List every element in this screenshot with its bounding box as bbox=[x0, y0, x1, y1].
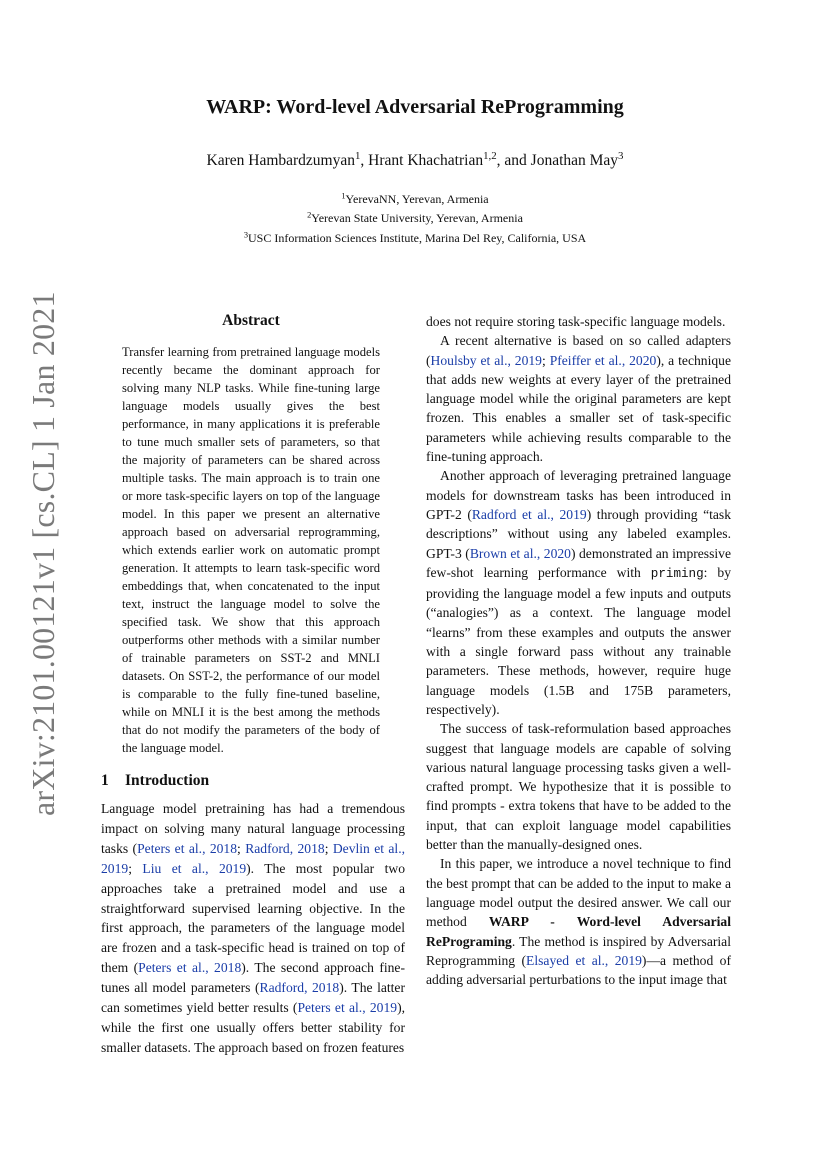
left-column-body bbox=[101, 799, 405, 1058]
text-run: Language model pretraining has had a tremendous impact on solving many natural language processing tasks ( bbox=[101, 801, 405, 856]
author-separator: , bbox=[360, 152, 369, 169]
text-run: In this paper, we introduce a novel technique to find the best prompt that can be added to the input to make a language model output the desired answer. We call our method bbox=[426, 856, 731, 930]
text-run: ), a technique that adds new weights at every layer of the pretrained language model while the original parameters are kept frozen. This enables a smaller set of task-specific parameters while achieving results comparable to the fine-tuning approach. bbox=[426, 352, 731, 465]
author-name: Jonathan May bbox=[530, 152, 619, 169]
section-title: Introduction bbox=[125, 772, 210, 789]
section-number: 1 bbox=[101, 772, 109, 789]
paragraph bbox=[426, 331, 731, 466]
author-list bbox=[100, 150, 730, 172]
text-run: . The method is inspired by Adversarial Reprogramming ( bbox=[426, 933, 731, 968]
affiliation bbox=[100, 210, 730, 226]
text-run: ) demonstrated an impressive few-shot learning performance with bbox=[426, 545, 731, 580]
text-run: : by providing the language model a few inputs and outputs (“analogies”) as a context. The language model “learns” from these examples and outputs the answer with a single forward pass without any trainable parameters. These methods, however, require huge language models (1.5B and 175B parameters, respectively). bbox=[426, 564, 731, 717]
text-run: ; bbox=[237, 840, 246, 856]
paragraph: does not require storing task-specific language models. bbox=[426, 314, 726, 329]
citation-link[interactable]: Radford et al., 2019 bbox=[471, 506, 587, 522]
author-affiliation-mark: 3 bbox=[618, 150, 624, 163]
section-heading-introduction bbox=[101, 771, 404, 791]
text-run: ; bbox=[128, 860, 143, 876]
citation-link[interactable]: Radford, 2018 bbox=[259, 980, 340, 996]
abstract-text: Transfer learning from pretrained language models recently became the dominant approach for solving many NLP tasks. While fine-tuning large language models usually gives the best performance, in many applications it is preferable to tune much smaller sets of parameters, so that the majority of parameters can be shared across multiple tasks. The main approach is to train one or more task-specific layers on top of the language model. In this paper we present an alternative approach based on adversarial reprogramming, which extends earlier work on automatic prompt generation. It attempts to learn task-specific word embeddings that, when concatenated to the input text, instruct the language model to solve the specified task. We show that this approach outperforms other methods with a similar number of trainable parameters on SST-2 and MNLI datasets. On SST-2, the performance of our model is comparable to the fully fine-tuned baseline, while on MNLI it is the best among the methods that do not modify the parameters of the body of the language model. bbox=[122, 345, 380, 755]
author-name: Karen Hambardzumyan bbox=[206, 152, 355, 169]
text-run: Another approach of leveraging pretrained language models for downstream tasks has been introduced in GPT-2 ( bbox=[426, 468, 731, 522]
text-run: A recent alternative is based on so called adapters ( bbox=[426, 333, 731, 368]
affiliation-mark: 2 bbox=[307, 210, 312, 220]
citation-link[interactable]: Radford, 2018 bbox=[245, 840, 325, 856]
text-run: )—a method of adding adversarial perturbations to the input image that bbox=[426, 952, 731, 988]
text-run: ). The latter can sometimes yield better results ( bbox=[101, 980, 405, 1016]
method-name: WARP - Word-level Adversarial RePrograming bbox=[426, 914, 731, 949]
paper-title: WARP: Word-level Adversarial ReProgramming bbox=[206, 96, 624, 118]
citation-link[interactable]: Liu et al., 2019 bbox=[142, 860, 247, 876]
text-run: ). The most popular two approaches take a pretrained model and use a straightforward supervised learning objective. In the first approach, the parameters of the language model are frozen and a task-specific head is trained on top of them ( bbox=[101, 860, 405, 976]
abstract-heading: Abstract bbox=[222, 312, 280, 329]
author-affiliation-mark: 1,2 bbox=[483, 150, 497, 163]
paragraph bbox=[426, 466, 731, 719]
affiliation-mark: 1 bbox=[341, 191, 346, 201]
paragraph bbox=[426, 854, 731, 989]
citation-link[interactable]: Brown et al., 2020 bbox=[469, 545, 571, 561]
text-run: ; bbox=[541, 352, 550, 368]
affiliation-text: YerevaNN, Yerevan, Armenia bbox=[345, 192, 489, 206]
author-separator: , and bbox=[496, 152, 531, 169]
citation-link[interactable]: Pfeiffer et al., 2020 bbox=[549, 352, 657, 368]
inline-code: priming bbox=[650, 566, 704, 581]
text-run: ) through providing “task descriptions” without using any labeled examples. GPT-3 ( bbox=[426, 506, 731, 561]
affiliation-mark: 3 bbox=[243, 230, 249, 240]
text-run: ; bbox=[324, 840, 333, 856]
citation-link[interactable]: Peters et al., 2019 bbox=[297, 1000, 398, 1016]
citation-link[interactable]: Elsayed et al., 2019 bbox=[526, 952, 642, 968]
author-name: Hrant Khachatrian bbox=[368, 152, 484, 169]
right-column-body bbox=[426, 312, 731, 989]
paragraph: The success of task-reformulation based approaches suggest that language models are capable of solving various natural language processing tasks given a well-crafted prompt. We hypothesize that it is possible to find prompts - extra tokens that have to be added to the input, that can exploit language model capabilities better than the manually-designed ones. bbox=[426, 721, 731, 853]
text-run: ). The second approach fine-tunes all model parameters ( bbox=[101, 960, 405, 996]
affiliation bbox=[100, 191, 730, 207]
text-run: ), while the first one usually offers better stability for smaller datasets. The approach based on frozen features bbox=[101, 1000, 405, 1055]
author-affiliation-mark: 1 bbox=[355, 150, 361, 163]
affiliation bbox=[100, 230, 730, 246]
citation-link[interactable]: Peters et al., 2018 bbox=[137, 840, 238, 856]
affiliation-text: USC Information Sciences Institute, Marina Del Rey, California, USA bbox=[248, 231, 587, 245]
citation-link[interactable]: Peters et al., 2018 bbox=[138, 960, 242, 976]
citation-link[interactable]: Houlsby et al., 2019 bbox=[430, 352, 542, 368]
affiliation-text: Yerevan State University, Yerevan, Armenia bbox=[311, 211, 523, 225]
paragraph bbox=[101, 799, 405, 1058]
arxiv-identifier: arXiv:2101.00121v1 [cs.CL] 1 Jan 2021 bbox=[25, 291, 61, 816]
citation-link[interactable]: Devlin et al., 2019 bbox=[101, 840, 405, 876]
